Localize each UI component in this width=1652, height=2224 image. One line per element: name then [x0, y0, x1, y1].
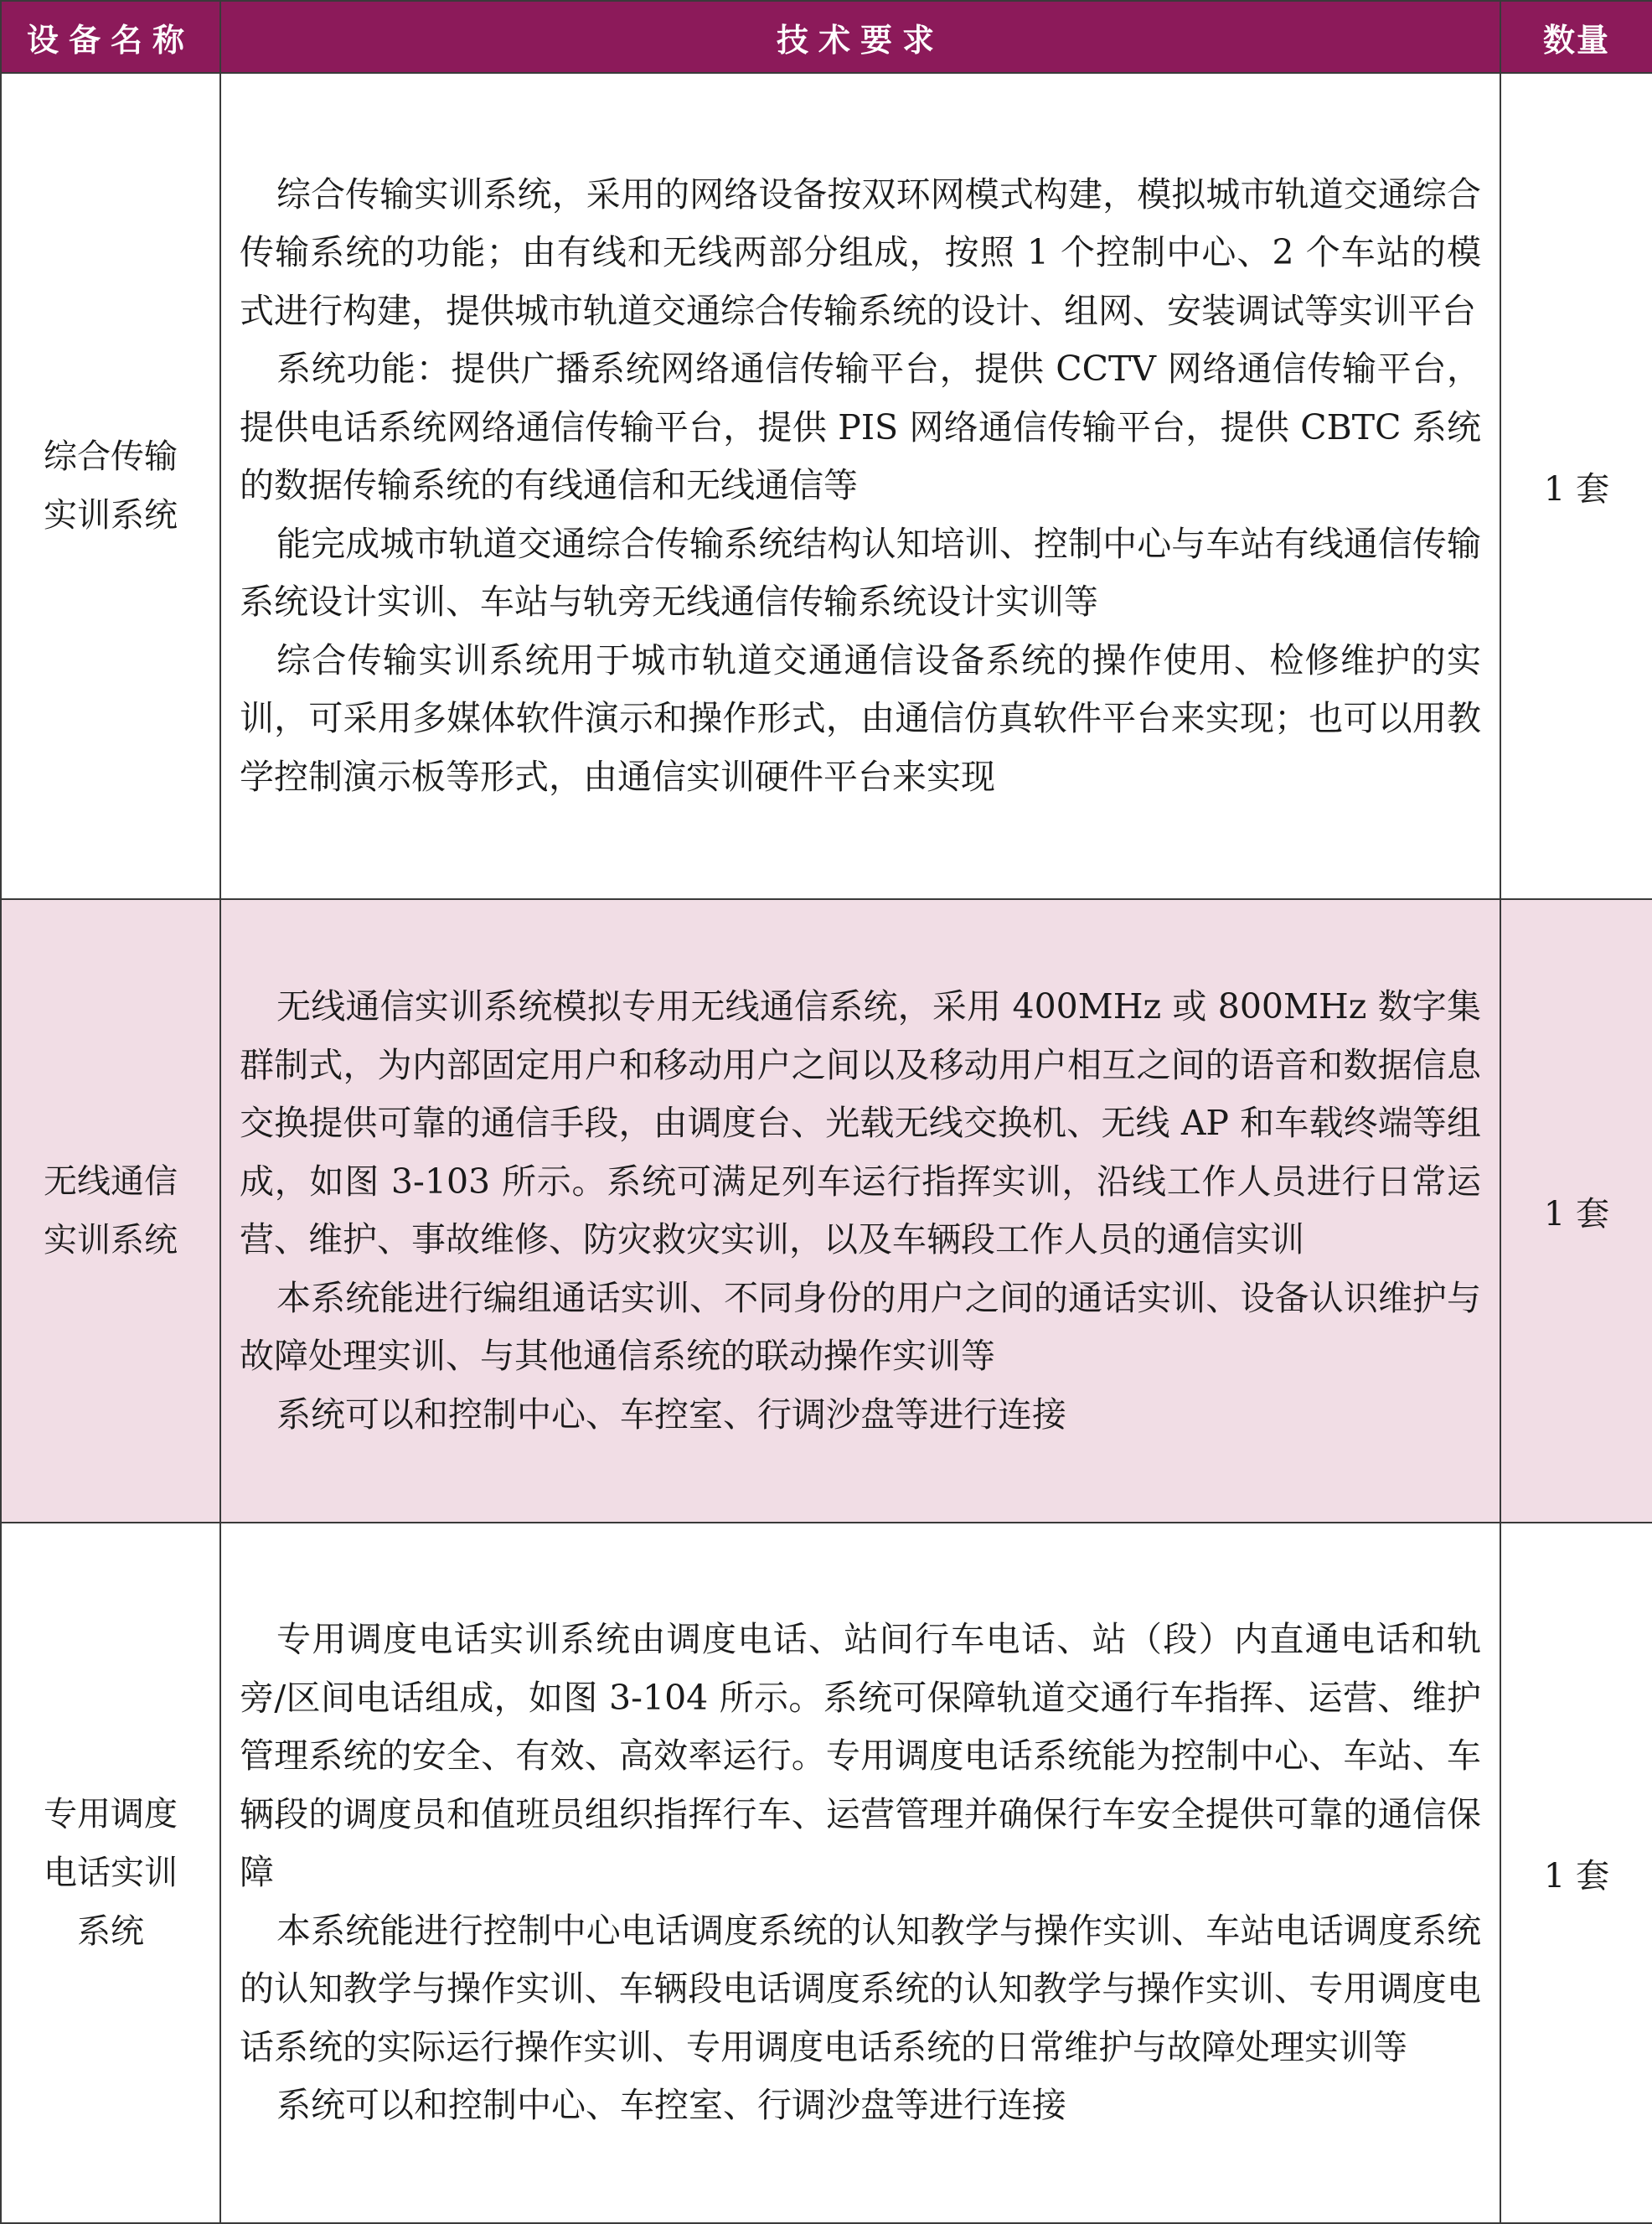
requirement-paragraph: 系统功能：提供广播系统网络通信传输平台，提供 CCTV 网络通信传输平台，提供电话系统网络通信传输平台，提供 PIS 网络通信传输平台，提供 CBTC 系统的数据传输系统的有线通信和无线通信等: [240, 349, 1481, 506]
table-header-row: [1, 1, 1652, 73]
equipment-name-line: 专用调度: [44, 1795, 178, 1834]
equipment-name-cell: [1, 1523, 220, 2223]
requirements-cell: [220, 73, 1500, 899]
equipment-name-line: 电话实训: [44, 1854, 178, 1892]
requirements-cell: [220, 1523, 1500, 2223]
equipment-name-line: 实训系统: [44, 496, 178, 535]
equipment-name-line: 综合传输: [44, 437, 178, 476]
requirement-paragraph: 专用调度电话实训系统由调度电话、站间行车电话、站（段）内直通电话和轨旁/区间电话组成，如图 3-104 所示。系统可保障轨道交通行车指挥、运营、维护管理系统的安全、有效、高效率运行。专用调度电话系统能为控制中心、车站、车辆段的调度员和值班员组织指挥行车、运营管理并确保行车安全提供可靠的通信保障: [240, 1619, 1481, 1893]
requirement-paragraph: 系统可以和控制中心、车控室、行调沙盘等进行连接: [276, 1394, 1066, 1435]
requirement-paragraph: 无线通信实训系统模拟专用无线通信系统，采用 400MHz 或 800MHz 数字集群制式，为内部固定用户和移动用户之间以及移动用户相互之间的语音和数据信息交换提供可靠的通信手段，由调度台、光载无线交换机、无线 AP 和车载终端等组成，如图 3-103 所示。系统可满足列车运行指挥实训，沿线工作人员进行日常运营、维护、事故维修、防灾救灾实训，以及车辆段工作人员的通信实训: [240, 986, 1481, 1259]
quantity-cell: 1 套: [1500, 73, 1652, 899]
requirements-cell: [220, 899, 1500, 1523]
header-technical-requirements: 技术要求: [220, 1, 1500, 73]
quantity-cell: 1 套: [1500, 899, 1652, 1523]
requirement-paragraph: 系统可以和控制中心、车控室、行调沙盘等进行连接: [276, 2085, 1066, 2126]
header-equipment-name: 设备名称: [1, 1, 220, 73]
equipment-name-cell: [1, 899, 220, 1523]
equipment-name-line: 系统: [77, 1912, 144, 1951]
requirement-paragraph: 综合传输实训系统用于城市轨道交通通信设备系统的操作使用、检修维护的实训，可采用多媒体软件演示和操作形式，由通信仿真软件平台来实现；也可以用教学控制演示板等形式，由通信实训硬件平台来实现: [240, 639, 1481, 797]
quantity-cell: 1 套: [1500, 1523, 1652, 2223]
equipment-name-line: 无线通信: [44, 1162, 178, 1201]
table-row: [1, 899, 1652, 1523]
table-row: [1, 73, 1652, 899]
requirement-paragraph: 本系统能进行编组通话实训、不同身份的用户之间的通话实训、设备认识维护与故障处理实训、与其他通信系统的联动操作实训等: [240, 1277, 1481, 1376]
equipment-name-cell: [1, 73, 220, 899]
requirement-paragraph: 本系统能进行控制中心电话调度系统的认知教学与操作实训、车站电话调度系统的认知教学与操作实训、车辆段电话调度系统的认知教学与操作实训、专用调度电话系统的实际运行操作实训、专用调度电话系统的日常维护与故障处理实训等: [240, 1910, 1481, 2067]
requirement-paragraph: 能完成城市轨道交通综合传输系统结构认知培训、控制中心与车站有线通信传输系统设计实训、车站与轨旁无线通信传输系统设计实训等: [240, 523, 1481, 623]
table-row: [1, 1523, 1652, 2223]
header-quantity: 数量: [1500, 1, 1652, 73]
equipment-name-line: 实训系统: [44, 1221, 178, 1259]
requirement-paragraph: 综合传输实训系统，采用的网络设备按双环网模式构建，模拟城市轨道交通综合传输系统的功能；由有线和无线两部分组成，按照 1 个控制中心、2 个车站的模式进行构建，提供城市轨道交通综合传输系统的设计、组网、安装调试等实训平台: [240, 173, 1481, 331]
